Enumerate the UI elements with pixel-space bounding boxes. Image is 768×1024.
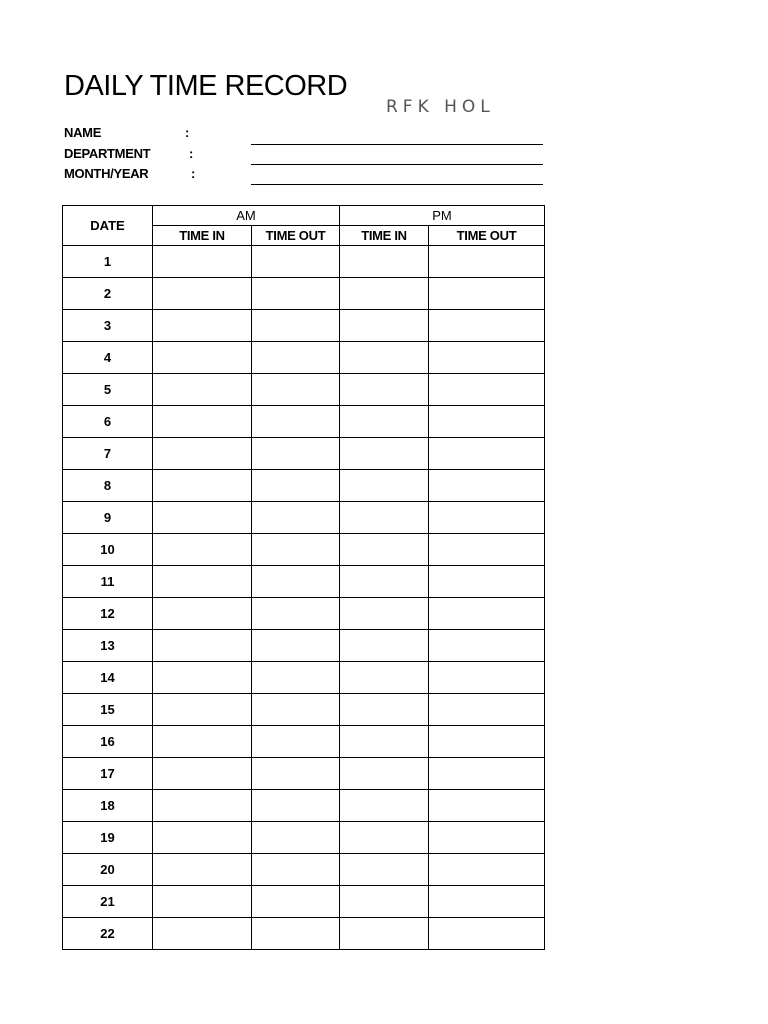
pm-time-out-cell[interactable] xyxy=(429,758,545,790)
am-time-in-cell[interactable] xyxy=(153,278,252,310)
table-row xyxy=(63,502,545,534)
pm-time-out-cell[interactable] xyxy=(429,534,545,566)
am-time-in-cell[interactable] xyxy=(153,470,252,502)
pm-time-in-cell[interactable] xyxy=(340,630,429,662)
field-colon: : xyxy=(189,146,194,161)
field-name xyxy=(64,125,190,145)
am-time-in-cell[interactable] xyxy=(153,438,252,470)
table-row xyxy=(63,630,545,662)
pm-time-out-cell[interactable] xyxy=(429,374,545,406)
day-number: 6 xyxy=(63,406,153,438)
table-row xyxy=(63,694,545,726)
pm-time-in-cell[interactable] xyxy=(340,278,429,310)
day-number: 2 xyxy=(63,278,153,310)
pm-time-in-cell[interactable] xyxy=(340,726,429,758)
table-row xyxy=(63,886,545,918)
pm-time-in-cell[interactable] xyxy=(340,502,429,534)
am-time-out-cell[interactable] xyxy=(252,758,340,790)
am-time-in-cell[interactable] xyxy=(153,406,252,438)
day-number: 22 xyxy=(63,918,153,950)
pm-time-out-cell[interactable] xyxy=(429,278,545,310)
am-time-out-cell[interactable] xyxy=(252,310,340,342)
table-row xyxy=(63,758,545,790)
am-time-in-cell[interactable] xyxy=(153,598,252,630)
am-time-in-cell[interactable] xyxy=(153,502,252,534)
table-row xyxy=(63,246,545,278)
am-time-in-cell[interactable] xyxy=(153,854,252,886)
table-row xyxy=(63,566,545,598)
am-time-out-header: TIME OUT xyxy=(252,226,340,246)
am-time-out-cell[interactable] xyxy=(252,342,340,374)
pm-time-out-cell[interactable] xyxy=(429,470,545,502)
table-row xyxy=(63,598,545,630)
day-number: 9 xyxy=(63,502,153,534)
pm-time-out-cell[interactable] xyxy=(429,630,545,662)
pm-time-in-cell[interactable] xyxy=(340,758,429,790)
am-time-out-cell[interactable] xyxy=(252,822,340,854)
pm-time-in-cell[interactable] xyxy=(340,310,429,342)
am-time-in-cell[interactable] xyxy=(153,790,252,822)
am-time-out-cell[interactable] xyxy=(252,502,340,534)
pm-time-in-cell[interactable] xyxy=(340,374,429,406)
day-number: 19 xyxy=(63,822,153,854)
am-time-out-cell[interactable] xyxy=(252,790,340,822)
am-time-in-cell[interactable] xyxy=(153,566,252,598)
am-time-in-cell[interactable] xyxy=(153,886,252,918)
day-number: 12 xyxy=(63,598,153,630)
pm-time-out-header: TIME OUT xyxy=(429,226,545,246)
pm-time-in-cell[interactable] xyxy=(340,854,429,886)
pm-time-out-cell[interactable] xyxy=(429,726,545,758)
table-row xyxy=(63,470,545,502)
am-time-in-cell[interactable] xyxy=(153,694,252,726)
table-row xyxy=(63,342,545,374)
am-time-in-cell[interactable] xyxy=(153,534,252,566)
pm-time-in-cell[interactable] xyxy=(340,246,429,278)
day-number: 20 xyxy=(63,854,153,886)
table-row xyxy=(63,854,545,886)
pm-time-out-cell[interactable] xyxy=(429,438,545,470)
am-time-out-cell[interactable] xyxy=(252,662,340,694)
field-label-department: DEPARTMENT xyxy=(64,146,151,161)
table-row xyxy=(63,406,545,438)
day-number: 7 xyxy=(63,438,153,470)
am-time-out-cell[interactable] xyxy=(252,854,340,886)
pm-time-out-cell[interactable] xyxy=(429,502,545,534)
am-time-out-cell[interactable] xyxy=(252,566,340,598)
am-time-out-cell[interactable] xyxy=(252,726,340,758)
pm-time-in-cell[interactable] xyxy=(340,886,429,918)
pm-time-in-cell[interactable] xyxy=(340,662,429,694)
am-time-in-cell[interactable] xyxy=(153,630,252,662)
department-input-line[interactable] xyxy=(251,164,543,165)
pm-time-in-cell[interactable] xyxy=(340,342,429,374)
day-number: 8 xyxy=(63,470,153,502)
field-colon: : xyxy=(191,166,196,181)
table-row xyxy=(63,790,545,822)
table-row xyxy=(63,726,545,758)
am-time-out-cell[interactable] xyxy=(252,534,340,566)
pm-time-out-cell[interactable] xyxy=(429,918,545,950)
pm-time-in-cell[interactable] xyxy=(340,406,429,438)
field-label-name: NAME xyxy=(64,125,102,140)
am-time-in-cell[interactable] xyxy=(153,918,252,950)
pm-time-out-cell[interactable] xyxy=(429,854,545,886)
day-number: 1 xyxy=(63,246,153,278)
day-number: 5 xyxy=(63,374,153,406)
day-number: 3 xyxy=(63,310,153,342)
field-department xyxy=(64,146,194,166)
day-number: 21 xyxy=(63,886,153,918)
am-time-out-cell[interactable] xyxy=(252,438,340,470)
table-row xyxy=(63,822,545,854)
day-number: 4 xyxy=(63,342,153,374)
pm-time-out-cell[interactable] xyxy=(429,662,545,694)
pm-time-in-cell[interactable] xyxy=(340,822,429,854)
table-row xyxy=(63,310,545,342)
am-time-in-cell[interactable] xyxy=(153,310,252,342)
name-input-line[interactable] xyxy=(251,144,543,145)
table-row xyxy=(63,438,545,470)
day-number: 18 xyxy=(63,790,153,822)
pm-time-in-cell[interactable] xyxy=(340,470,429,502)
day-number: 14 xyxy=(63,662,153,694)
am-time-in-cell[interactable] xyxy=(153,758,252,790)
pm-time-out-cell[interactable] xyxy=(429,566,545,598)
am-time-out-cell[interactable] xyxy=(252,918,340,950)
am-time-out-cell[interactable] xyxy=(252,470,340,502)
pm-time-in-cell[interactable] xyxy=(340,918,429,950)
pm-time-out-cell[interactable] xyxy=(429,406,545,438)
table-row xyxy=(63,374,545,406)
pm-time-in-cell[interactable] xyxy=(340,534,429,566)
field-colon: : xyxy=(185,125,190,140)
pm-time-out-cell[interactable] xyxy=(429,694,545,726)
pm-time-out-cell[interactable] xyxy=(429,246,545,278)
pm-time-out-cell[interactable] xyxy=(429,310,545,342)
am-time-out-cell[interactable] xyxy=(252,694,340,726)
am-time-out-cell[interactable] xyxy=(252,886,340,918)
pm-time-out-cell[interactable] xyxy=(429,342,545,374)
am-time-in-header: TIME IN xyxy=(153,226,252,246)
day-number: 13 xyxy=(63,630,153,662)
am-time-in-cell[interactable] xyxy=(153,726,252,758)
am-time-out-cell[interactable] xyxy=(252,374,340,406)
day-number: 10 xyxy=(63,534,153,566)
day-number: 11 xyxy=(63,566,153,598)
pm-time-in-cell[interactable] xyxy=(340,694,429,726)
am-time-out-cell[interactable] xyxy=(252,406,340,438)
am-time-in-cell[interactable] xyxy=(153,374,252,406)
day-number: 17 xyxy=(63,758,153,790)
pm-time-out-cell[interactable] xyxy=(429,822,545,854)
am-time-in-cell[interactable] xyxy=(153,822,252,854)
pm-time-in-cell[interactable] xyxy=(340,790,429,822)
am-time-in-cell[interactable] xyxy=(153,246,252,278)
pm-time-out-cell[interactable] xyxy=(429,886,545,918)
table-row xyxy=(63,534,545,566)
pm-time-in-cell[interactable] xyxy=(340,438,429,470)
pm-time-in-cell[interactable] xyxy=(340,598,429,630)
pm-time-in-cell[interactable] xyxy=(340,566,429,598)
am-time-in-cell[interactable] xyxy=(153,662,252,694)
pm-time-out-cell[interactable] xyxy=(429,598,545,630)
pm-header: PM xyxy=(340,206,545,226)
am-header: AM xyxy=(153,206,340,226)
day-number: 15 xyxy=(63,694,153,726)
pm-time-out-cell[interactable] xyxy=(429,790,545,822)
table-row xyxy=(63,662,545,694)
field-month-year xyxy=(64,166,196,186)
table-row xyxy=(63,918,545,950)
company-logo: RFK HOL xyxy=(386,97,495,117)
am-time-out-cell[interactable] xyxy=(252,630,340,662)
page-title: DAILY TIME RECORD xyxy=(64,70,348,102)
time-record-table xyxy=(62,205,545,950)
am-time-out-cell[interactable] xyxy=(252,278,340,310)
field-label-month-year: MONTH/YEAR xyxy=(64,166,149,181)
month-year-input-line[interactable] xyxy=(251,184,543,185)
am-time-out-cell[interactable] xyxy=(252,246,340,278)
date-column-header: DATE xyxy=(63,206,153,246)
am-time-in-cell[interactable] xyxy=(153,342,252,374)
day-number: 16 xyxy=(63,726,153,758)
am-time-out-cell[interactable] xyxy=(252,598,340,630)
pm-time-in-header: TIME IN xyxy=(340,226,429,246)
table-row xyxy=(63,278,545,310)
